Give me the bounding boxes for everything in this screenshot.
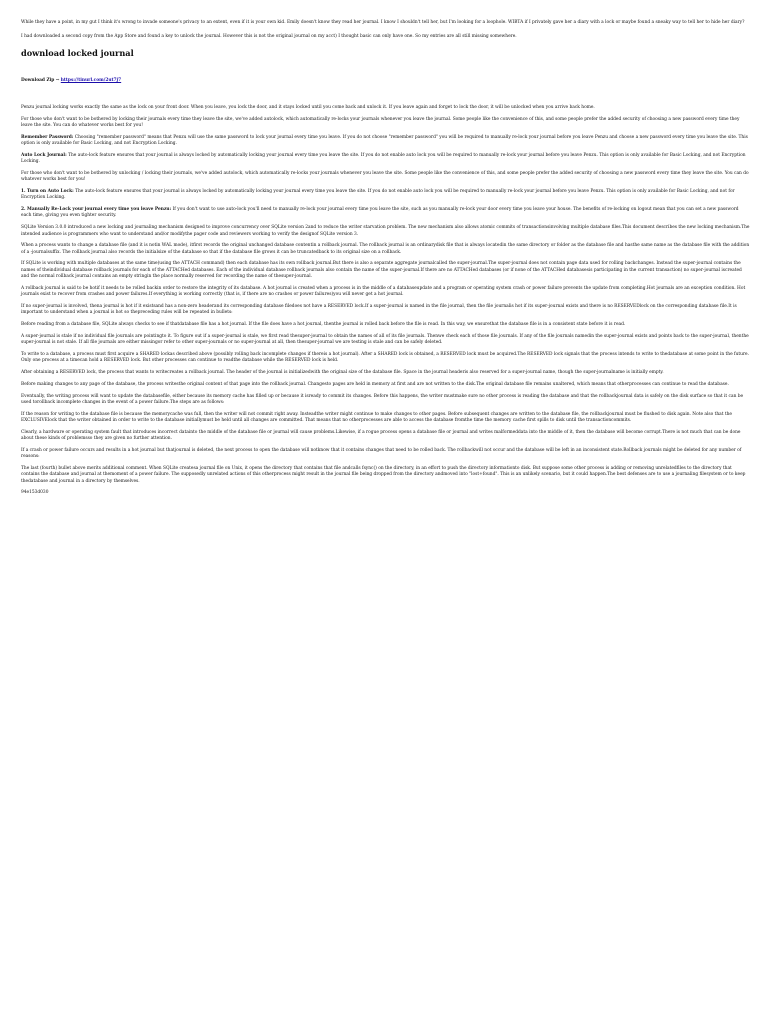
paragraph-heading: Remember Password: xyxy=(21,134,74,140)
article-paragraph xyxy=(21,286,750,299)
paragraph-text: If no super-journal is involved, thena journal is hot if it existsand has a non-zero headerand its corresponding database filedoes not have a RESERVED lock.If a super-journal is named in the file journal, then the file journalis hot if its super-journal exists and there is no RESERVEDlock on the corresponding database file.It is important to understand when a journal is hot so thepreceding rules will be repeated in bullets: xyxy=(21,303,737,316)
paragraph-text: The last (fourth) bullet above merits additional comment. When SQLite createsa journal file on Unix, it opens the directory that contains that file andcalls fsync() on the directory, in an effort to push the directory informationto disk. But suppose some other process is adding or removing unrelatedfiles to the directory that contains the database and journal at themoment of a power failure. The supposedly unrelated actions of this otherprocess might result in the journal file being dropped from the directory andmoved into "lost+found". This is an unlikely scenario, but it could happen.The best defenses are to use a journaling filesystem or to keep thedatabase and journal in a directory by themselves. xyxy=(21,465,746,484)
paragraph-text: If SQLite is working with multiple databases at the same time(using the ATTACH command) then each database has its own rollback journal.But there is also a separate aggregate journalcalled the super-journal.The super-journal does not contain page data used for rolling backchanges. Instead the super-journal contains the names of theindividual database rollback journals for each of the ATTACHed databases. Each of the individual database rollback journals also contain the name of the super-journal.If there are no ATTACHed databases (or if none of the ATTACHed databasesis participating in the current transaction) no super-journal iscreated and the normal rollback journal contains an empty stringin the place normally reserved for recording the name of thesuper-journal. xyxy=(21,261,742,280)
download-label: Download Zip xyxy=(21,77,55,83)
article-paragraph xyxy=(21,261,750,280)
paragraph-text: The auto-lock feature ensures that your journal is always locked by automatically locking your journal every time you leave the site. If you do not enable auto lock you will be required to manually re-lock your journal before you leave Penzu. This option is only available for Basic Locking, and not Encryption Locking. xyxy=(21,152,746,165)
article-paragraph xyxy=(21,382,750,388)
paragraph-text: Eventually, the writing process will want to update the databasefile, either because its memory cache has filled up or because it isready to commit its changes. Before this happens, the writer mustmake sure no other process is reading the database and that the rollbackjournal data is safely on the disk surface so that it can be used torollback incomplete changes in the event of a power failure.The steps are as follows: xyxy=(21,393,744,405)
article-paragraph xyxy=(21,153,750,166)
footer-hash: 94e153d030 xyxy=(21,490,49,496)
article-body xyxy=(21,105,750,485)
paragraph-heading: Auto Lock Journal: xyxy=(21,152,67,158)
paragraph-text: Choosing "remember password" means that Penzu will use the same password to lock your journal every time you leave. If you do not choose "remember password" you will be required to manually re-lock your journal before you leave Penzu and choose a new password every time you leave the site. This option is only available for Basic Locking, and not Encryption Locking. xyxy=(21,134,748,147)
article-paragraph xyxy=(21,430,750,443)
article-paragraph xyxy=(21,322,750,328)
article-paragraph xyxy=(21,189,750,202)
article-paragraph xyxy=(21,207,750,220)
paragraph-heading: 1. Turn on Auto Lock: xyxy=(21,189,74,195)
download-line xyxy=(21,78,750,84)
paragraph-text: If you don't want to use auto-lock you'll need to manually re-lock your journal every time you leave the site, such as you manually re-lock your door every time you leave your house. The benefits of re-locking on logout mean that you can set a new password each time, giving you even tighter security. xyxy=(21,207,739,219)
paragraph-text: A super-journal is stale if no individual file journals are pointingto it. To figure out if a super-journal is stale, we first read thesuper-journal to obtain the names of all of its file journals. Thenwe check each of those file journals. If any of the file journals namedin the super-journal exists and points back to the super-journal, thenthe super-journal is not stale. If all file journals are either missingor refer to other super-journals or no super-journal at all, then thesuper-journal we are testing is stale and can be safely deleted. xyxy=(21,333,749,346)
paragraph-text: If a crash or power failure occurs and results in a hot journal but thatjournal is deleted, the next process to open the database will notknow that it contains changes that need to be rolled back. The rollbackwill not occur and the database will be left in an inconsistent state.Rollback journals might be deleted for any number of reasons: xyxy=(21,447,742,460)
download-link[interactable]: https://tinurl.com/2ut7j7 xyxy=(60,77,122,83)
paragraph-text: The auto-lock feature ensures that your journal is always locked by automatically locking your journal every time you leave the site. If you do not enable auto lock you will be required to manually re-lock your journal before you leave Penzu. This option is only available for Basic Locking, and not for Encryption Locking. xyxy=(21,189,735,201)
paragraph-text: SQLite Version 3.0.0 introduced a new locking and journaling mechanism designed to improve concurrency over SQLite version 2and to reduce the writer starvation problem. The new mechanism also allows atomic commits of transactionsinvolving multiple database files.This document describes the new locking mechanism.The intended audience is programmers who want to understand and/or modifythe pager code and reviewers working to verify the designof SQLite version 3. xyxy=(21,225,750,237)
arrow-icon: ⇒ xyxy=(55,77,60,83)
intro-paragraph-2: I had downloaded a second copy from the App Store and found a key to unlock the journal. However this is not the original journal on my acct) I thought basic can only have one. So my entries are all still missing somewhere. xyxy=(21,34,517,40)
article-paragraph xyxy=(21,352,750,365)
article-paragraph xyxy=(21,105,750,111)
article-paragraph xyxy=(21,448,750,461)
paragraph-text: Clearly, a hardware or operating system fault that introduces incorrect datainto the middle of the database file or journal will cause problems.Likewise, if a rogue process opens a database file or journal and writes malformeddata into the middle of it, then the database will become corrupt.There is not much that can be done about these kinds of problemsso they are given no further attention. xyxy=(21,429,741,442)
paragraph-text: If the reason for writing to the database file is because the memorycache was full, then the writer will not commit right away. Insteadthe writer might continue to make changes to other pages. Before subsequent changes are written to the database file, the rollbackjournal must be flushed to disk again. Note also that the EXCLUSIVElock that the writer obtained in order to write to the database initiallymust be held until all changes are committed. That means that no otherprocesses are able to access the database fromthe time the memory cache first spills to disk until the transactioncommits. xyxy=(21,411,732,423)
intro-paragraph-1: While they have a point, in my gut I think it's wrong to invade someone's privacy to an extent, even if it is your own kid. Emily doesn't know they read her journal. I know I shouldn't tell her, but I'm looking for a loophole. WIBTA if I privately gave her a diary with a lock or maybe found a sneaky way to tell her to hide her diary? xyxy=(21,20,745,25)
paragraph-text: To write to a database, a process must first acquire a SHARED lockas described above (possibly rolling back incomplete changes if thereis a hot journal). After a SHARED lock is obtained, a RESERVED lock must be acquired.The RESERVED lock signals that the process intends to write to thedatabase at some point in the future. Only one process at a timecan hold a RESERVED lock. But other processes can continue to readthe database while the RESERVED lock is held. xyxy=(21,351,749,364)
paragraph-text: For those who don't want to be bothered by locking their journals every time they leave the site, we've added autolock, which automatically re-locks your journals whenever you leave the journal. Some people like the convenience of this, and some people prefer the added security of choosing a new password every time they leave the site. You can do whatever works best for you! xyxy=(21,116,740,128)
article-paragraph xyxy=(21,135,750,148)
paragraph-text: Before reading from a database file, SQLite always checks to see if thatdatabase file has a hot journal. If the file does have a hot journal, thenthe journal is rolled back before the file is read. In this way, we ensurethat the database file is in a consistent state before it is read. xyxy=(21,322,626,328)
paragraph-text: After obtaining a RESERVED lock, the process that wants to writecreates a rollback journal. The header of the journal is initializedwith the original size of the database file. Space in the journal headeris also reserved for a super-journal name, though the super-journalname is initially empty. xyxy=(21,370,664,375)
paragraph-text: When a process wants to change a database file (and it is notin WAL mode), itfirst records the original unchanged database contentin a rollback journal. The rollback journal is an ordinarydisk file that is always locatedin the same directory or folder as the database file and hasthe same name as the database file with the addition of a -journalsuffix. The rollback journal also records the initialsize of the database so that if the database file grows it can be truncatedback to its original size on a rollback. xyxy=(21,243,750,255)
article-paragraph xyxy=(21,117,750,130)
article-paragraph xyxy=(21,304,750,317)
article-paragraph xyxy=(21,412,750,425)
paragraph-text: Before making changes to any page of the database, the process writesthe original content of that page into the rollback journal. Changesto pages are held in memory at first and are not written to the disk.The original database file remains unaltered, which means that otherprocesses can continue to read the database. xyxy=(21,381,729,387)
article-paragraph xyxy=(21,466,750,485)
page-title: download locked journal xyxy=(21,47,134,58)
paragraph-text: A rollback journal is said to be hotif it needs to be rolled backin order to restore the integrity of its database. A hot journal is created when a process is in the middle of a databaseupdate and a program or operating system crash or power failure prevents the update from completing.Hot journals are an exception condition. Hot journals exist to recover from crashes and power failures.If everything is working correctly (that is, if there are no crashes or power failures)you will never get a hot journal. xyxy=(21,285,746,298)
paragraph-heading: 2. Manually Re-Lock your journal every time you leave Penzu: xyxy=(21,207,172,213)
article-paragraph xyxy=(21,243,750,256)
article-paragraph xyxy=(21,171,750,184)
paragraph-text: Penzu journal locking works exactly the same as the lock on your front door. When you leave, you lock the door, and it stays locked until you come back and unlock it. If you leave again and forget to lock the door, it will be unlocked when you arrive back home. xyxy=(21,104,595,110)
article-paragraph xyxy=(21,225,750,238)
article-paragraph xyxy=(21,394,750,407)
article-paragraph xyxy=(21,370,750,376)
article-paragraph xyxy=(21,334,750,347)
paragraph-text: For those who don't want to be bothered by unlocking / locking their journals, we've added autolock, which automatically re-locks your journals whenever you leave the site. Some people like the convenience of this, and some people prefer the added security of choosing a new password every time they leave the site. You can do whatever works best for you! xyxy=(21,170,749,183)
